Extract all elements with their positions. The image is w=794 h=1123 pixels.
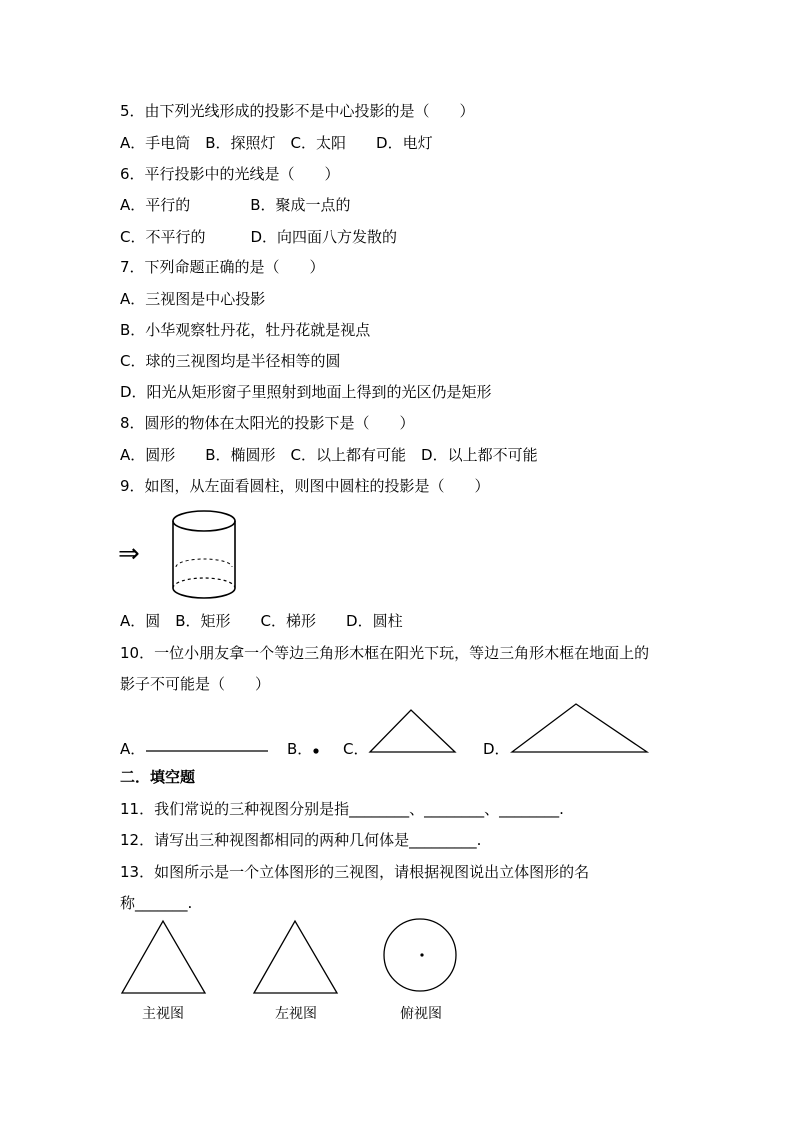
q6-options-row1: A．平行的 B．聚成一点的 (120, 196, 351, 214)
q6-options-row2: C．不平行的 D．向四面八方发散的 (120, 228, 398, 246)
q9-stem: 9．如图，从左面看圆柱，则图中圆柱的投影是（ ） (120, 477, 490, 495)
q5-stem: 5．由下列光线形成的投影不是中心投影的是（ ） (120, 102, 475, 120)
left-view-triangle (252, 918, 340, 996)
q10-option-a-segment (146, 750, 270, 754)
cylinder-figure (170, 505, 240, 605)
q8-options: A．圆形 B．椭圆形 C．以上都有可能 D．以上都不可能 (120, 446, 538, 464)
q10-option-d-label: D． (483, 740, 510, 758)
q7-option-a: A．三视图是中心投影 (120, 290, 266, 308)
q10-option-d-triangle (510, 702, 650, 754)
q11-text: 11．我们常说的三种视图分别是指________、________、________. (120, 800, 564, 818)
q10-option-b-dot (312, 747, 320, 755)
section-title-fill-in: 二．填空题 (120, 768, 196, 786)
q13-stem-line2: 称_______. (120, 894, 193, 912)
q10-option-c-label: C． (343, 740, 369, 758)
q13-stem-line1: 13．如图所示是一个立体图形的三视图，请根据视图说出立体图形的名 (120, 863, 590, 881)
caption-front-view: 主视图 (142, 1006, 184, 1022)
q10-option-b-label: B． (287, 740, 313, 758)
q10-option-a-label: A． (120, 740, 146, 758)
q7-option-c: C．球的三视图均是半径相等的圆 (120, 352, 341, 370)
q5-options: A．手电筒 B．探照灯 C．太阳 D．电灯 (120, 134, 433, 152)
q8-stem: 8．圆形的物体在太阳光的投影下是（ ） (120, 414, 415, 432)
right-arrow-icon: ⇒ (118, 539, 140, 569)
q10-stem-line1: 10．一位小朋友拿一个等边三角形木框在阳光下玩，等边三角形木框在地面上的 (120, 644, 650, 662)
q9-options: A．圆 B．矩形 C．梯形 D．圆柱 (120, 612, 403, 630)
q7-option-d: D．阳光从矩形窗子里照射到地面上得到的光区仍是矩形 (120, 383, 492, 401)
q7-stem: 7．下列命题正确的是（ ） (120, 258, 325, 276)
top-view-circle (382, 918, 460, 996)
front-view-triangle (120, 918, 208, 996)
q12-text: 12．请写出三种视图都相同的两种几何体是_________. (120, 831, 482, 849)
caption-left-view: 左视图 (275, 1006, 317, 1022)
q6-stem: 6．平行投影中的光线是（ ） (120, 165, 340, 183)
q10-option-c-triangle (368, 708, 458, 754)
q7-option-b: B．小华观察牡丹花，牡丹花就是视点 (120, 321, 371, 339)
q10-stem-line2: 影子不可能是（ ） (120, 675, 271, 693)
caption-top-view: 俯视图 (400, 1006, 442, 1022)
